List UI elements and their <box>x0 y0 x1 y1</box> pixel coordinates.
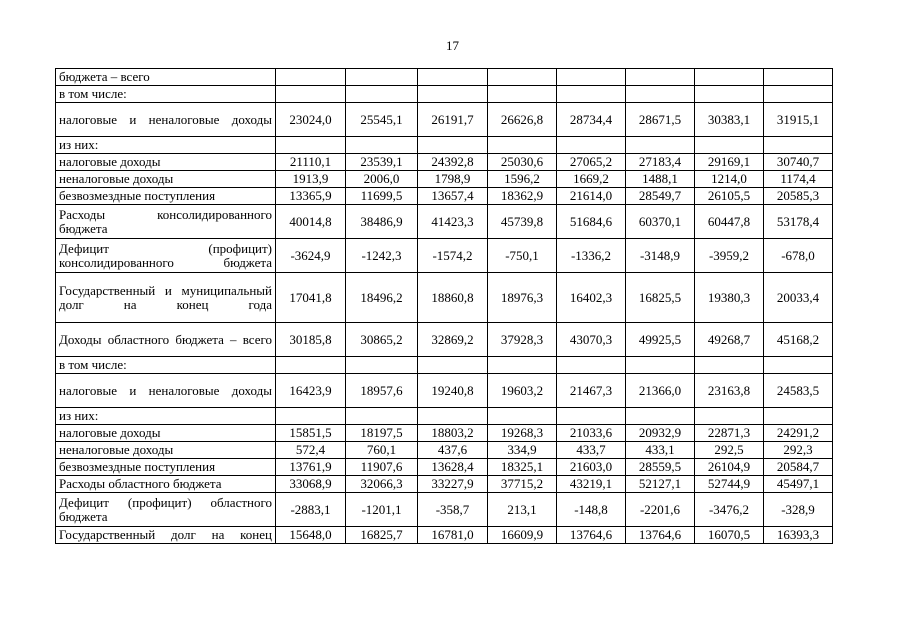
table-cell: 13628,4 <box>418 459 488 476</box>
table-cell: 16825,5 <box>626 273 695 323</box>
row-label: налоговые и неналоговые доходы <box>56 103 276 137</box>
table-cell: 33068,9 <box>276 476 346 493</box>
table-cell: 16781,0 <box>418 527 488 544</box>
table-cell: 53178,4 <box>764 205 833 239</box>
row-label: Расходы областного бюджета <box>56 476 276 493</box>
table-cell: 26626,8 <box>488 103 557 137</box>
table-cell: 30185,8 <box>276 323 346 357</box>
table-cell: 213,1 <box>488 493 557 527</box>
table-cell: 18957,6 <box>346 374 418 408</box>
table-cell <box>418 69 488 86</box>
table-cell: 33227,9 <box>418 476 488 493</box>
table-cell <box>764 357 833 374</box>
table-cell <box>418 408 488 425</box>
table-cell: 18860,8 <box>418 273 488 323</box>
table-row <box>56 188 833 205</box>
table-cell: 21033,6 <box>557 425 626 442</box>
table-cell <box>346 357 418 374</box>
table-cell: 27065,2 <box>557 154 626 171</box>
table-cell: -3148,9 <box>626 239 695 273</box>
table-cell <box>557 357 626 374</box>
table-cell: 28559,5 <box>626 459 695 476</box>
table-cell: 23163,8 <box>695 374 764 408</box>
table-cell: 292,3 <box>764 442 833 459</box>
row-label: Государственный и муниципальный долг на конец года <box>56 273 276 323</box>
table-cell: 30865,2 <box>346 323 418 357</box>
table-cell: 19603,2 <box>488 374 557 408</box>
table-cell: 31915,1 <box>764 103 833 137</box>
table-cell: 21614,0 <box>557 188 626 205</box>
table-cell: -3476,2 <box>695 493 764 527</box>
table-cell: 13365,9 <box>276 188 346 205</box>
table-cell: 60370,1 <box>626 205 695 239</box>
table-cell: 1596,2 <box>488 171 557 188</box>
table-cell: 1913,9 <box>276 171 346 188</box>
page-number: 17 <box>446 38 459 53</box>
table-cell: 20585,3 <box>764 188 833 205</box>
table-cell: 28734,4 <box>557 103 626 137</box>
table-cell <box>418 137 488 154</box>
table-cell <box>488 137 557 154</box>
table-cell: 1214,0 <box>695 171 764 188</box>
table-cell <box>488 86 557 103</box>
table-cell: 43070,3 <box>557 323 626 357</box>
table-row <box>56 527 833 544</box>
table-row <box>56 323 833 357</box>
table-cell: 29169,1 <box>695 154 764 171</box>
table-cell: -328,9 <box>764 493 833 527</box>
table-cell: 11699,5 <box>346 188 418 205</box>
table-row <box>56 493 833 527</box>
table-cell <box>488 408 557 425</box>
table-cell <box>418 357 488 374</box>
table-cell <box>488 357 557 374</box>
table-cell <box>764 69 833 86</box>
table-cell: 25030,6 <box>488 154 557 171</box>
table-cell: 20033,4 <box>764 273 833 323</box>
table-row <box>56 103 833 137</box>
table-cell: -148,8 <box>557 493 626 527</box>
table-cell: 19268,3 <box>488 425 557 442</box>
table-cell: 32869,2 <box>418 323 488 357</box>
table-cell <box>276 69 346 86</box>
row-label: налоговые доходы <box>56 425 276 442</box>
table-cell: 26104,9 <box>695 459 764 476</box>
table-cell <box>764 137 833 154</box>
row-label: из них: <box>56 408 276 425</box>
table-cell <box>626 86 695 103</box>
table-row <box>56 154 833 171</box>
table-cell: 1174,4 <box>764 171 833 188</box>
table-row <box>56 425 833 442</box>
row-label: неналоговые доходы <box>56 171 276 188</box>
table-cell: 760,1 <box>346 442 418 459</box>
table-cell <box>626 408 695 425</box>
table-cell: -1574,2 <box>418 239 488 273</box>
table-cell: -2201,6 <box>626 493 695 527</box>
table-cell <box>695 137 764 154</box>
table-cell: 40014,8 <box>276 205 346 239</box>
table-cell: 334,9 <box>488 442 557 459</box>
table-cell: 13761,9 <box>276 459 346 476</box>
table-cell: 18362,9 <box>488 188 557 205</box>
table-row <box>56 137 833 154</box>
table-row <box>56 239 833 273</box>
table-cell: -1242,3 <box>346 239 418 273</box>
table-cell: 11907,6 <box>346 459 418 476</box>
table-cell: 23024,0 <box>276 103 346 137</box>
table-cell: 37928,3 <box>488 323 557 357</box>
row-label: налоговые и неналоговые доходы <box>56 374 276 408</box>
table-cell: 49925,5 <box>626 323 695 357</box>
table-cell <box>557 408 626 425</box>
table-cell: 38486,9 <box>346 205 418 239</box>
table-cell: 437,6 <box>418 442 488 459</box>
table-cell: 23539,1 <box>346 154 418 171</box>
table-cell: 16609,9 <box>488 527 557 544</box>
table-cell: 43219,1 <box>557 476 626 493</box>
table-cell <box>276 137 346 154</box>
table-cell: 19380,3 <box>695 273 764 323</box>
table-cell: 52127,1 <box>626 476 695 493</box>
table-cell: 20584,7 <box>764 459 833 476</box>
row-label: бюджета – всего <box>56 69 276 86</box>
table-cell: -750,1 <box>488 239 557 273</box>
row-label: из них: <box>56 137 276 154</box>
table-row <box>56 357 833 374</box>
table-cell: 16402,3 <box>557 273 626 323</box>
table-cell <box>418 86 488 103</box>
row-label: безвозмездные поступления <box>56 188 276 205</box>
table-cell: 21603,0 <box>557 459 626 476</box>
table-row <box>56 442 833 459</box>
table-cell <box>557 137 626 154</box>
table-cell <box>488 69 557 86</box>
row-label: Доходы областного бюджета – всего <box>56 323 276 357</box>
table-cell: 52744,9 <box>695 476 764 493</box>
table-cell: 37715,2 <box>488 476 557 493</box>
table-cell: 28549,7 <box>626 188 695 205</box>
table-cell: 60447,8 <box>695 205 764 239</box>
table-cell: 13657,4 <box>418 188 488 205</box>
table-cell: 51684,6 <box>557 205 626 239</box>
row-label: налоговые доходы <box>56 154 276 171</box>
table-cell: 24392,8 <box>418 154 488 171</box>
table-cell: 18496,2 <box>346 273 418 323</box>
table-cell <box>626 137 695 154</box>
table-cell: 27183,4 <box>626 154 695 171</box>
table-cell: 19240,8 <box>418 374 488 408</box>
table-row <box>56 171 833 188</box>
table-cell <box>346 137 418 154</box>
table-cell: 26191,7 <box>418 103 488 137</box>
table-cell <box>276 408 346 425</box>
table-cell: 292,5 <box>695 442 764 459</box>
row-label: Дефицит (профицит) областного бюджета <box>56 493 276 527</box>
table-cell: 49268,7 <box>695 323 764 357</box>
table-row <box>56 476 833 493</box>
row-label: Государственный долг на конец <box>56 527 276 544</box>
table-cell: 1798,9 <box>418 171 488 188</box>
table-cell: -3959,2 <box>695 239 764 273</box>
table-cell: 1669,2 <box>557 171 626 188</box>
table-row <box>56 273 833 323</box>
table-cell <box>626 69 695 86</box>
table-cell <box>695 408 764 425</box>
table-cell: 16423,9 <box>276 374 346 408</box>
table-cell: 21110,1 <box>276 154 346 171</box>
table-cell: 433,1 <box>626 442 695 459</box>
table-cell: 15851,5 <box>276 425 346 442</box>
table-cell: 24583,5 <box>764 374 833 408</box>
table-cell: 22871,3 <box>695 425 764 442</box>
table-cell: 16825,7 <box>346 527 418 544</box>
table-cell: 45168,2 <box>764 323 833 357</box>
table-cell: 2006,0 <box>346 171 418 188</box>
table-cell <box>346 69 418 86</box>
table-cell: 18197,5 <box>346 425 418 442</box>
table-cell: -3624,9 <box>276 239 346 273</box>
table-cell: 13764,6 <box>626 527 695 544</box>
table-cell <box>557 69 626 86</box>
table-row <box>56 205 833 239</box>
row-label: в том числе: <box>56 86 276 103</box>
table-cell: 45739,8 <box>488 205 557 239</box>
table-cell: 13764,6 <box>557 527 626 544</box>
table-cell <box>346 86 418 103</box>
row-label: Расходы консолидированного бюджета <box>56 205 276 239</box>
table-cell: 18803,2 <box>418 425 488 442</box>
table-cell: 17041,8 <box>276 273 346 323</box>
table-cell: 20932,9 <box>626 425 695 442</box>
table-row <box>56 86 833 103</box>
table-cell: 45497,1 <box>764 476 833 493</box>
row-label: неналоговые доходы <box>56 442 276 459</box>
table-cell: 41423,3 <box>418 205 488 239</box>
table-cell: 18325,1 <box>488 459 557 476</box>
table-cell: 572,4 <box>276 442 346 459</box>
table-cell: 25545,1 <box>346 103 418 137</box>
table-cell: 15648,0 <box>276 527 346 544</box>
table-cell: -1201,1 <box>346 493 418 527</box>
table-cell <box>346 408 418 425</box>
row-label: в том числе: <box>56 357 276 374</box>
table-cell <box>276 86 346 103</box>
table-cell <box>695 357 764 374</box>
table-cell <box>626 357 695 374</box>
table-cell <box>764 408 833 425</box>
table-cell: 28671,5 <box>626 103 695 137</box>
row-label: Дефицит (профицит) консолидированного бюджета <box>56 239 276 273</box>
table-cell: 21467,3 <box>557 374 626 408</box>
table-cell: -2883,1 <box>276 493 346 527</box>
table-cell: 21366,0 <box>626 374 695 408</box>
table-cell: 1488,1 <box>626 171 695 188</box>
table-cell: -358,7 <box>418 493 488 527</box>
table-cell: 30740,7 <box>764 154 833 171</box>
table-cell <box>695 69 764 86</box>
table-cell: 16393,3 <box>764 527 833 544</box>
budget-table <box>55 68 833 544</box>
table-cell: -1336,2 <box>557 239 626 273</box>
table-row <box>56 408 833 425</box>
table-row <box>56 69 833 86</box>
table-cell <box>764 86 833 103</box>
table-cell: 26105,5 <box>695 188 764 205</box>
table-cell <box>557 86 626 103</box>
table-cell: 24291,2 <box>764 425 833 442</box>
table-cell: 16070,5 <box>695 527 764 544</box>
table-cell: 32066,3 <box>346 476 418 493</box>
table-row <box>56 459 833 476</box>
table-cell <box>695 86 764 103</box>
row-label: безвозмездные поступления <box>56 459 276 476</box>
table-row <box>56 374 833 408</box>
table-cell <box>276 357 346 374</box>
table-cell: 30383,1 <box>695 103 764 137</box>
table-cell: -678,0 <box>764 239 833 273</box>
table-cell: 433,7 <box>557 442 626 459</box>
table-cell: 18976,3 <box>488 273 557 323</box>
